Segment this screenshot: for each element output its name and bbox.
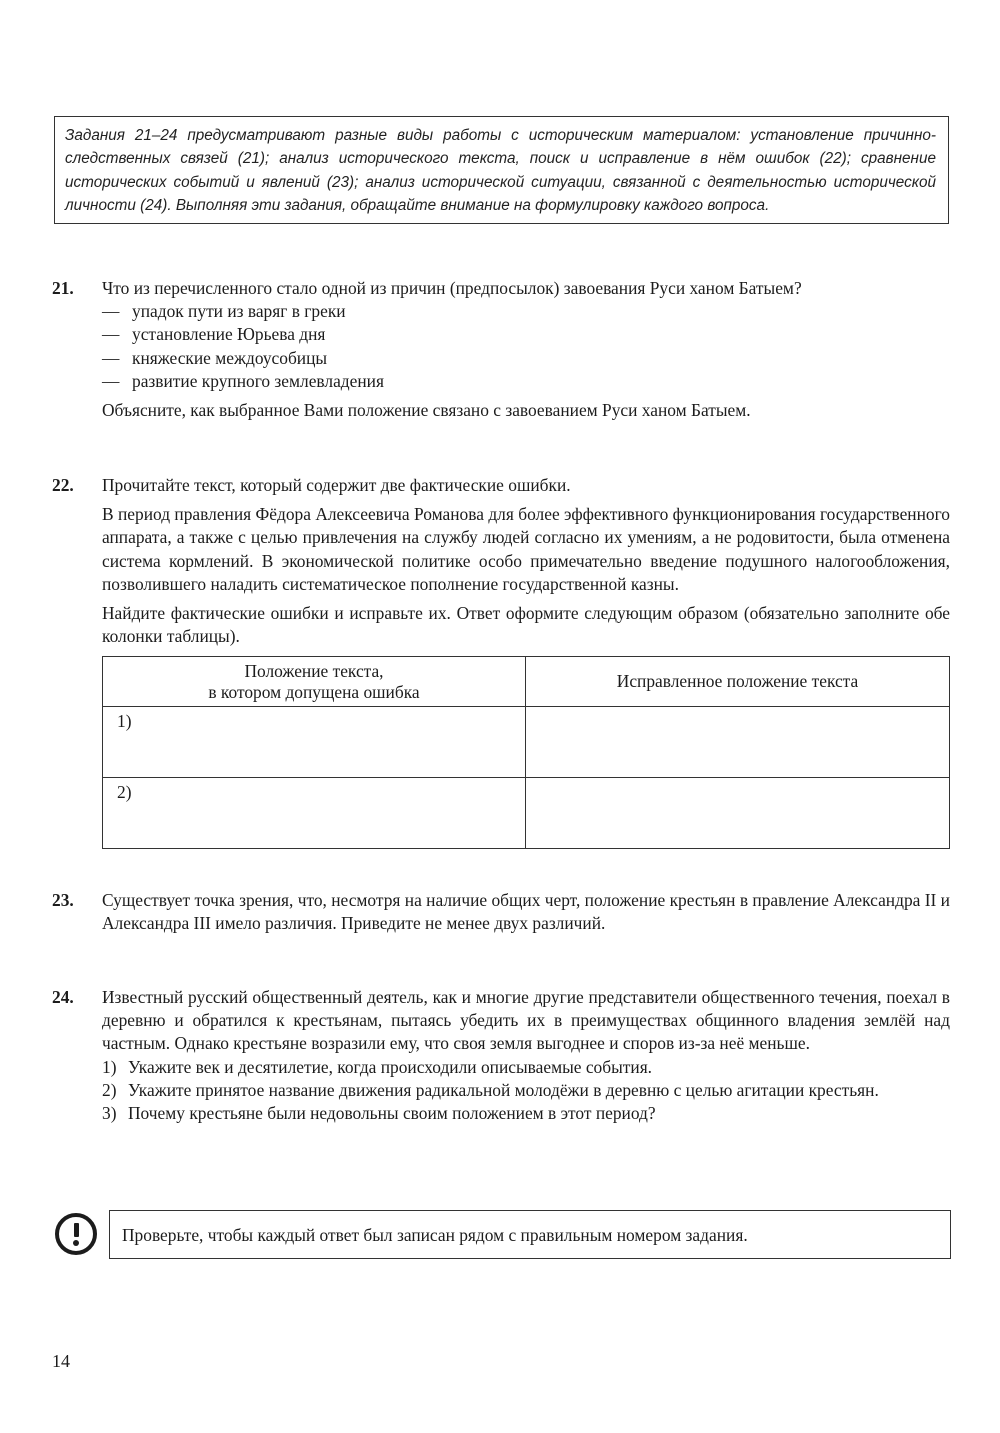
notice-text: Проверьте, чтобы каждый ответ был записан рядом с правильным номером задания. [122, 1225, 748, 1245]
page-number: 14 [52, 1351, 70, 1371]
answer-cell[interactable] [526, 707, 950, 778]
task-text: Существует точка зрения, что, несмотря на наличие общих черт, положение крестьян в правление Александра II и Александра III имело различия. Приведите не менее двух различий. [102, 890, 950, 934]
instructions-box [54, 116, 949, 224]
task-21 [52, 277, 950, 422]
notice-box [109, 1210, 951, 1259]
sub-question: 2) Укажите принятое название движения радикальной молодёжи в деревню с целью агитации крестьян. [102, 1079, 879, 1100]
exclamation-circle-icon [55, 1213, 97, 1255]
answer-cell[interactable] [526, 778, 950, 849]
task-22 [52, 474, 950, 849]
task-passage: В период правления Фёдора Алексеевича Романова для более эффективного функционирования государственного аппарата, а также с целью привлечения на службу людей согласно их умениям, а не родовитости, была отменена система кормлений. В экономической политике особо примечательно введение подушного налогообложения, позволившего наладить систематическое пополнение государственной казны. [102, 504, 950, 594]
task-number: 21. [52, 278, 74, 298]
table-row [103, 778, 950, 849]
sub-question: 3) Почему крестьяне были недовольны своим положением в этот период? [102, 1103, 656, 1124]
task-number: 22. [52, 475, 74, 495]
answer-cell[interactable]: 2) [103, 778, 526, 849]
task-text: Известный русский общественный деятель, как и многие другие представители общественного течения, поехал в деревню и обратился к крестьянам, пытаясь убедить их в преимуществах общинного владения землёй над частным. Однако крестьяне возразили ему, что своя земля выгоднее и споров из-за неё меньше. [102, 987, 950, 1054]
task-number: 23. [52, 890, 74, 910]
option-item: — развитие крупного землевладения [102, 370, 384, 391]
answer-cell[interactable]: 1) [103, 707, 526, 778]
task-23 [52, 889, 950, 935]
task-number: 24. [52, 987, 74, 1007]
sub-question: 1) Укажите век и десятилетие, когда происходили описываемые события. [102, 1056, 653, 1077]
table-header-error: Положение текста, в котором допущена ошибка [103, 657, 526, 707]
task-question: Что из перечисленного стало одной из причин (предпосылок) завоевания Руси ханом Батыем? [102, 278, 802, 298]
option-item: — упадок пути из варяг в греки [102, 301, 346, 322]
task-intro: Прочитайте текст, который содержит две фактические ошибки. [102, 475, 571, 495]
task-instruction: Объясните, как выбранное Вами положение связано с завоеванием Руси ханом Батыем. [102, 400, 751, 421]
option-item: — установление Юрьева дня [102, 324, 326, 345]
option-item: — княжеские междоусобицы [102, 347, 328, 368]
instructions-text: Задания 21–24 предусматривают разные виды работы с историческим материалом: установление причинно-следственных связей (21); анализ исторического текста, поиск и исправление в нём ошибок (22); сравнение исторических событий и явлений (23); анализ исторической ситуации, связанной с деятельностью исторической личности (24). Выполняя эти задания, обращайте внимание на формулировку каждого вопроса. [65, 127, 936, 214]
answer-table [102, 656, 950, 849]
table-row [103, 707, 950, 778]
table-header-correction: Исправленное положение текста [526, 657, 950, 707]
task-instruction: Найдите фактические ошибки и исправьте их. Ответ оформите следующим образом (обязательно заполните обе колонки таблицы). [102, 603, 950, 647]
task-24 [52, 986, 950, 1125]
